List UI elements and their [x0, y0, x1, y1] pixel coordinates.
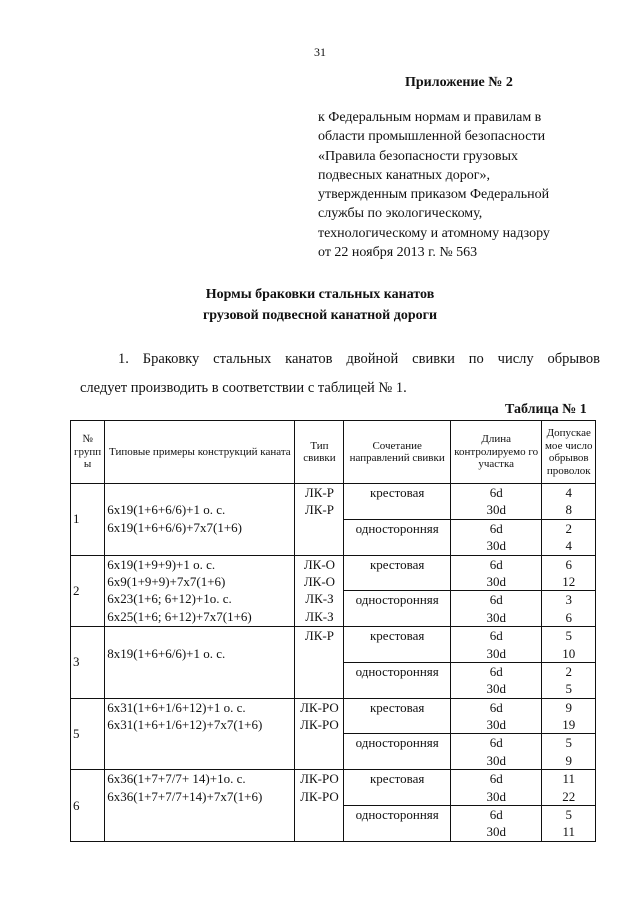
direction-cell: крестовая — [344, 770, 450, 806]
count-value: 4 — [565, 538, 572, 554]
length-value: 30d — [486, 609, 506, 625]
length-cell — [450, 555, 542, 591]
count-value: 10 — [562, 645, 576, 661]
count-cell — [542, 591, 596, 627]
count-value: 12 — [562, 573, 576, 589]
count-value: 5 — [565, 681, 572, 697]
direction-cell: крестовая — [344, 555, 450, 591]
rope-example — [107, 484, 292, 501]
twist-type: ЛК-З — [305, 591, 334, 607]
group-number-cell: 3 — [71, 627, 105, 699]
twist-type — [297, 645, 341, 662]
length-value: 6d — [489, 771, 503, 787]
length-cell — [450, 662, 542, 698]
rope-example: 6х19(1+6+6/6)+1 о. с. — [107, 502, 226, 518]
table-row — [71, 770, 596, 806]
twist-type: ЛК-РО — [300, 699, 339, 715]
document-title — [0, 284, 640, 326]
rope-example: 6х31(1+6+1/6+12)+1 о. с. — [107, 699, 246, 715]
header-length: Длина контролируемо го участка — [450, 421, 542, 484]
count-value: 4 — [565, 485, 572, 500]
table-row — [71, 484, 596, 520]
length-value: 6d — [489, 628, 503, 644]
appendix-line: службы по экологическому, — [318, 206, 483, 222]
length-value: 6d — [489, 735, 503, 751]
count-value: 9 — [565, 699, 572, 715]
count-value: 11 — [562, 771, 575, 787]
header-examples: Типовые примеры конструкций каната — [105, 421, 295, 484]
rope-example — [107, 679, 292, 696]
twist-type — [297, 822, 341, 839]
twist-type: ЛК-Р — [304, 485, 334, 500]
length-value: 30d — [486, 573, 506, 589]
twist-type-cell — [295, 555, 344, 627]
count-value: 19 — [562, 717, 576, 733]
count-value: 9 — [565, 752, 572, 768]
twist-type: ЛК-З — [305, 608, 334, 624]
direction-cell: односторонняя — [344, 519, 450, 555]
count-value: 22 — [562, 788, 576, 804]
group-number-cell: 1 — [71, 484, 105, 556]
appendix-line: «Правила безопасности грузовых — [318, 148, 519, 164]
length-value: 6d — [489, 699, 503, 715]
count-value: 5 — [565, 735, 572, 751]
length-value: 30d — [486, 824, 506, 840]
length-cell — [450, 591, 542, 627]
count-value: 2 — [565, 520, 572, 536]
rope-example — [107, 751, 292, 768]
rope-example — [107, 805, 292, 822]
length-cell — [450, 806, 542, 842]
twist-type — [297, 751, 341, 768]
length-value: 6d — [489, 663, 503, 679]
length-value: 6d — [489, 520, 503, 536]
twist-type-cell — [295, 627, 344, 699]
rope-example: 6х9(1+9+9)+7х7(1+6) — [107, 573, 226, 589]
count-value: 11 — [562, 824, 575, 840]
rope-examples-cell — [105, 627, 295, 699]
appendix-line: к Федеральным нормам и правилам в — [318, 110, 542, 125]
length-value: 6d — [489, 592, 503, 608]
count-value: 6 — [565, 556, 572, 572]
rope-example — [107, 536, 292, 553]
length-cell — [450, 698, 542, 734]
twist-type: ЛК-РО — [300, 788, 339, 804]
length-value: 30d — [486, 752, 506, 768]
direction-cell: крестовая — [344, 698, 450, 734]
appendix-title: Приложение № 2 — [405, 75, 513, 90]
count-cell — [542, 770, 596, 806]
length-value: 30d — [486, 645, 506, 661]
count-cell — [542, 734, 596, 770]
rope-example: 6х19(1+6+6/6)+7х7(1+6) — [107, 519, 242, 535]
twist-type: ЛК-РО — [300, 771, 339, 787]
twist-type: ЛК-РО — [300, 717, 339, 733]
appendix-line: подвесных канатных дорог», — [318, 167, 490, 183]
length-value: 6d — [489, 485, 503, 500]
rope-example: 6х31(1+6+1/6+12)+7х7(1+6) — [107, 717, 263, 733]
count-value: 8 — [565, 502, 572, 518]
length-cell — [450, 627, 542, 663]
appendix-reference — [318, 108, 618, 262]
length-value: 30d — [486, 788, 506, 804]
count-cell — [542, 698, 596, 734]
length-cell — [450, 770, 542, 806]
direction-cell: односторонняя — [344, 806, 450, 842]
twist-type — [297, 536, 341, 553]
length-cell — [450, 519, 542, 555]
twist-type — [297, 679, 341, 696]
count-value: 5 — [565, 628, 572, 644]
direction-cell: односторонняя — [344, 591, 450, 627]
count-cell — [542, 806, 596, 842]
document-title-line: грузовой подвесной канатной дороги — [202, 308, 438, 323]
table-caption: Таблица № 1 — [505, 402, 587, 417]
rope-example — [107, 662, 292, 679]
table-row — [71, 627, 596, 663]
twist-type — [297, 519, 341, 536]
length-value: 6d — [489, 556, 503, 572]
twist-type: ЛК-О — [303, 556, 336, 572]
twist-type: ЛК-Р — [304, 502, 334, 518]
length-value: 30d — [486, 538, 506, 554]
table-row — [71, 698, 596, 734]
rope-example: 6х36(1+7+7/7+ 14)+1о. с. — [107, 771, 246, 787]
direction-cell: крестовая — [344, 484, 450, 520]
appendix-line: утвержденным приказом Федеральной — [318, 187, 550, 203]
rope-example — [107, 733, 292, 750]
appendix-line: области промышленной безопасности — [318, 129, 546, 145]
count-cell — [542, 662, 596, 698]
count-value: 5 — [565, 807, 572, 823]
appendix-line: от 22 ноября 2013 г. № 563 — [318, 245, 478, 261]
count-cell — [542, 555, 596, 591]
direction-cell: односторонняя — [344, 662, 450, 698]
rope-example: 6х36(1+7+7/7+14)+7х7(1+6) — [107, 788, 263, 804]
length-value: 30d — [486, 717, 506, 733]
twist-type-cell — [295, 770, 344, 842]
count-value: 3 — [565, 592, 572, 608]
paragraph-line: следует производить в соответствии с таблицей № 1. — [80, 380, 407, 396]
group-number-cell: 2 — [71, 555, 105, 627]
twist-type-cell — [295, 698, 344, 770]
count-value: 6 — [565, 609, 572, 625]
length-cell — [450, 734, 542, 770]
page-number: 31 — [314, 45, 326, 59]
header-twist: Тип свивки — [295, 421, 344, 484]
length-value: 30d — [486, 502, 506, 518]
rope-example — [107, 627, 292, 644]
twist-type: ЛК-О — [303, 573, 336, 589]
rope-example: 6х25(1+6; 6+12)+7х7(1+6) — [107, 608, 252, 624]
length-cell — [450, 484, 542, 520]
group-number-cell: 6 — [71, 770, 105, 842]
rope-examples-cell — [105, 698, 295, 770]
header-group: № групп ы — [71, 421, 105, 484]
table-body — [71, 484, 596, 842]
rope-example — [107, 822, 292, 839]
count-cell — [542, 484, 596, 520]
rope-examples-cell — [105, 555, 295, 627]
rope-examples-cell — [105, 770, 295, 842]
twist-type-cell — [295, 484, 344, 556]
appendix-line: технологическому и атомному надзору — [318, 225, 550, 241]
rope-example: 8х19(1+6+6/6)+1 о. с. — [107, 645, 226, 661]
header-direction: Сочетание направлений свивки — [344, 421, 450, 484]
twist-type: ЛК-Р — [304, 628, 334, 644]
direction-cell: крестовая — [344, 627, 450, 663]
paragraph-line: 1. Браковку стальных канатов двойной свивки по числу обрывов — [118, 351, 600, 367]
twist-type — [297, 662, 341, 679]
document-title-line: Нормы браковки стальных канатов — [205, 287, 435, 302]
length-value: 30d — [486, 681, 506, 697]
rope-example: 6х19(1+9+9)+1 о. с. — [107, 556, 216, 572]
direction-cell: односторонняя — [344, 734, 450, 770]
table-header-row — [71, 421, 596, 484]
count-value: 2 — [565, 663, 572, 679]
rope-examples-cell — [105, 484, 295, 556]
header-count: Допускае мое число обрывов проволок — [542, 421, 596, 484]
group-number-cell: 5 — [71, 698, 105, 770]
length-value: 6d — [489, 807, 503, 823]
count-cell — [542, 627, 596, 663]
rope-example: 6х23(1+6; 6+12)+1о. с. — [107, 591, 232, 607]
twist-type — [297, 805, 341, 822]
table-row — [71, 555, 596, 591]
rope-rejection-table — [70, 420, 596, 842]
count-cell — [542, 519, 596, 555]
twist-type — [297, 733, 341, 750]
